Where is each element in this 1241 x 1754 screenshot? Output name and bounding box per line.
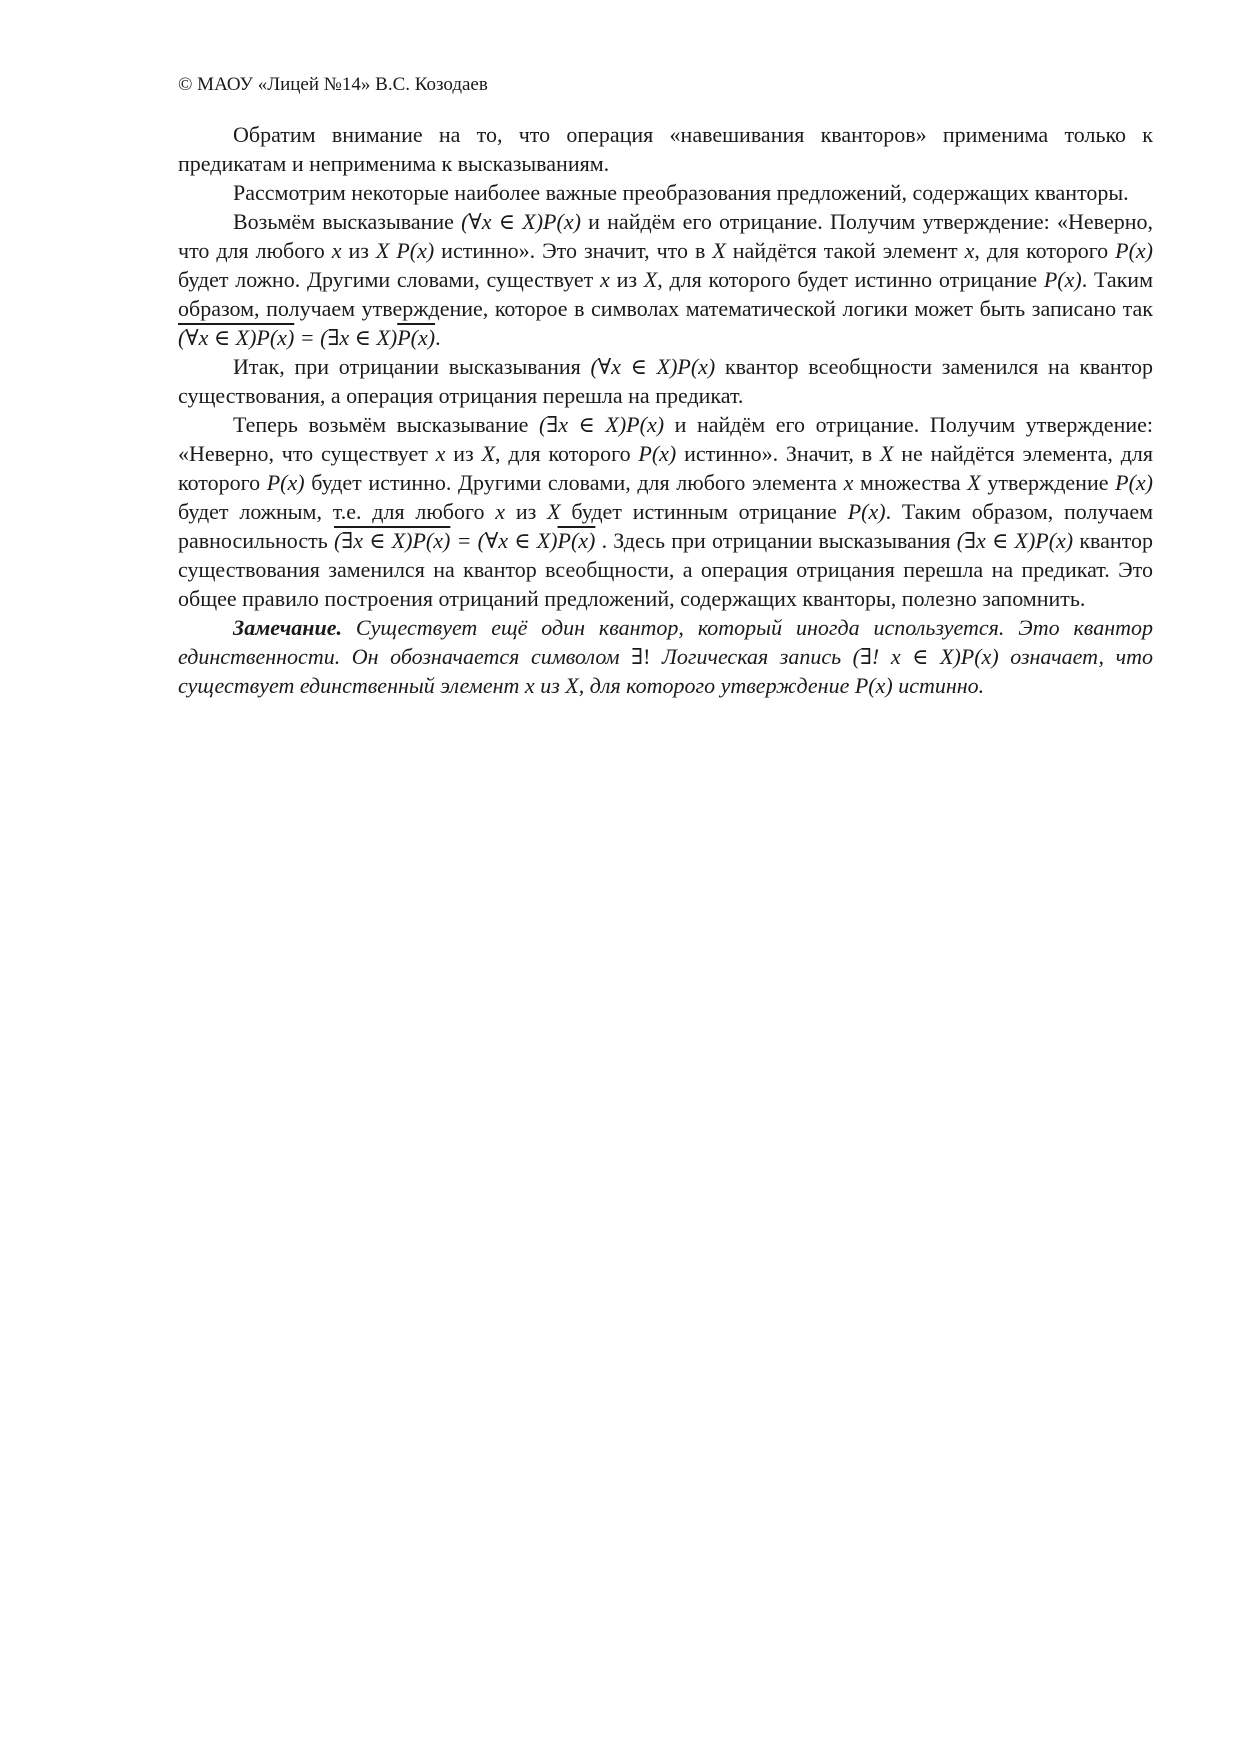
remark-label: Замечание. (233, 615, 343, 640)
math-formula: X (643, 267, 658, 292)
math-formula: = (∀x ∈ X) (450, 528, 558, 553)
text-run: будет истинным отрицание (560, 499, 848, 524)
math-formula: P(x) (854, 673, 893, 698)
math-formula: x (495, 499, 506, 524)
paragraph-4 (178, 352, 1153, 410)
text-run: , для которого (495, 441, 639, 466)
negated-formula: P(x) (557, 528, 596, 553)
math-formula: X (967, 470, 981, 495)
remark-paragraph (178, 613, 1153, 700)
math-formula: P(x) (1115, 238, 1154, 263)
math-formula: X P(x) (375, 238, 435, 263)
math-formula: x (435, 441, 446, 466)
text-run: . (435, 325, 441, 350)
math-formula: (∃! x ∈ X)P(x) (852, 644, 999, 669)
math-formula: (∃x ∈ X)P(x) (956, 528, 1074, 553)
text-run: утверждение (980, 470, 1116, 495)
negated-formula: (∀x ∈ X)P(x) (178, 325, 295, 350)
math-formula: X (879, 441, 894, 466)
text-run: квантор существования заменился на квантор всеобщности, а операция отрицания перешла на предикат. Это общее правило построения отрицаний предложений, содержащих кванторы, полезно запомнить. (178, 528, 1154, 611)
math-formula: X (565, 673, 579, 698)
math-formula: ∃! (631, 644, 651, 669)
math-formula: = (∃x ∈ X) (294, 325, 398, 350)
text-run: Логическая запись (650, 644, 853, 669)
negated-formula: (∃x ∈ X)P(x) (333, 528, 451, 553)
text-run: из (505, 499, 548, 524)
text-run: истинно». Это значит, что в (434, 238, 713, 263)
text-run: . Таким образом, получаем равносильность (178, 499, 1154, 553)
math-formula: P(x) (638, 441, 677, 466)
math-formula: (∀x ∈ X)P(x) (590, 354, 716, 379)
text-run: Возьмём высказывание (233, 209, 462, 234)
page-header: © МАОУ «Лицей №14» В.С. Козодаев (178, 74, 488, 95)
document-body (178, 120, 1153, 700)
text-run: истинно». Значит, в (676, 441, 880, 466)
text-run: истинно. (892, 673, 985, 698)
paragraph-1: Обратим внимание на то, что операция «навешивания кванторов» применима только к предикатам и неприменима к высказываниям. (178, 122, 1153, 176)
text-run: Теперь возьмём высказывание (233, 412, 539, 437)
math-formula: X (712, 238, 726, 263)
text-run: множества (853, 470, 968, 495)
text-run: , для которого утверждение (578, 673, 855, 698)
text-run: , для которого (974, 238, 1116, 263)
text-run: Существует ещё один квантор, который иногда используется. Это квантор единственности. Он обозначается символом (178, 615, 1153, 669)
text-run: не найдётся элемента, для которого (178, 441, 1154, 495)
text-run: . Таким образом, получаем утверждение, которое в символах математической логики может быть записано так (178, 267, 1153, 321)
text-run: квантор всеобщности заменился на квантор существования, а операция отрицания перешла на предикат. (178, 354, 1153, 408)
text-run: из (609, 267, 644, 292)
text-run: означает, что существует единственный элемент (178, 644, 1154, 698)
text-run: . Здесь при отрицании высказывания (595, 528, 957, 553)
math-formula: x (964, 238, 975, 263)
math-formula: (∃x ∈ X)P(x) (538, 412, 665, 437)
math-formula: P(x) (1043, 267, 1082, 292)
math-formula: X (481, 441, 496, 466)
math-formula: (∀x ∈ X)P(x) (461, 209, 581, 234)
text-run: будет ложно. Другими словами, существует (178, 267, 601, 292)
negated-formula: P(x) (397, 325, 436, 350)
math-formula: P(x) (266, 470, 305, 495)
paragraph-5 (178, 410, 1153, 613)
text-run: найдётся такой элемент (725, 238, 965, 263)
text-run: из (534, 673, 566, 698)
paragraph-2: Рассмотрим некоторые наиболее важные преобразования предложений, содержащих кванторы. (233, 180, 1129, 205)
math-formula: P(x) (847, 499, 886, 524)
text-run: Итак, при отрицании высказывания (233, 354, 591, 379)
text-run: из (341, 238, 376, 263)
text-run: будет ложным, т.е. для любого (178, 499, 496, 524)
math-formula: x (843, 470, 854, 495)
math-formula: x (524, 673, 535, 698)
text-run: будет истинно. Другими словами, для любого элемента (304, 470, 844, 495)
text-run: и найдём его отрицание. Получим утверждение: «Неверно, что для любого (178, 209, 1153, 263)
math-formula: x (331, 238, 342, 263)
text-run: и найдём его отрицание. Получим утверждение: «Неверно, что существует (178, 412, 1153, 466)
math-formula: X (547, 499, 561, 524)
text-run: из (445, 441, 482, 466)
math-formula: x (600, 267, 610, 292)
text-run: , для которого будет истинно отрицание (657, 267, 1044, 292)
document-page (178, 72, 1153, 700)
math-formula: P(x) (1115, 470, 1153, 495)
paragraph-3 (178, 207, 1153, 352)
